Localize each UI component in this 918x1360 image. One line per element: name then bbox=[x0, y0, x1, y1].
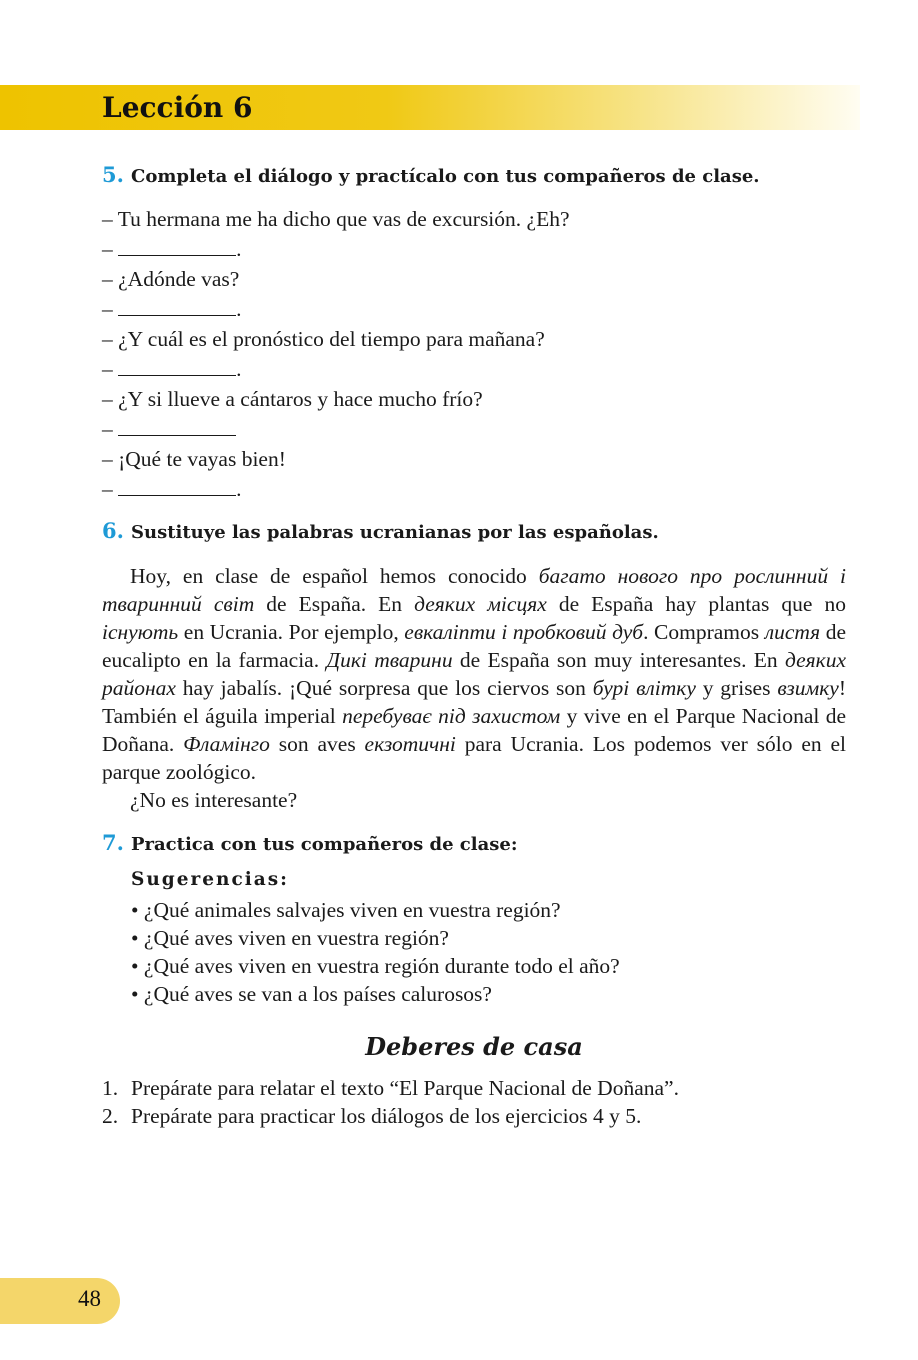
dialog-text: – bbox=[102, 477, 119, 501]
ukrainian-phrase: бурі влітку bbox=[592, 676, 696, 700]
dialog-text: – bbox=[102, 297, 119, 321]
dialog-line bbox=[102, 384, 846, 414]
exercise-7-header bbox=[102, 828, 846, 860]
item-text: Prepárate para practicar los diálogos de los ejercicios 4 y 5. bbox=[131, 1104, 642, 1128]
dialog-text: – bbox=[102, 417, 119, 441]
answer-blank bbox=[118, 477, 236, 496]
exercise-number: 7. bbox=[102, 830, 124, 855]
exercise-instruction: Completa el diálogo y practícalo con tus compañeros de clase. bbox=[131, 166, 760, 187]
spanish-text: son aves bbox=[269, 732, 365, 756]
homework-section bbox=[102, 1030, 846, 1130]
list-item: • ¿Qué animales salvajes viven en vuestra región? bbox=[131, 898, 561, 922]
dialog-text: – ¿Y cuál es el pronóstico del tiempo para mañana? bbox=[102, 327, 545, 351]
page-number-tab bbox=[0, 1278, 120, 1324]
ukrainian-phrase: взимку bbox=[777, 676, 839, 700]
answer-blank bbox=[118, 417, 236, 436]
spanish-text: ! También el águila imperial bbox=[102, 676, 846, 728]
dialog-line-end: . bbox=[236, 477, 242, 501]
dialog-text: – ¡Qué te vayas bien! bbox=[102, 447, 286, 471]
suggestions-list bbox=[131, 896, 846, 1008]
dialog-text: – bbox=[102, 357, 119, 381]
exercise-number: 5. bbox=[102, 162, 124, 187]
list-item: • ¿Qué aves viven en vuestra región? bbox=[131, 926, 449, 950]
ukrainian-phrase: листя bbox=[764, 620, 821, 644]
answer-blank bbox=[118, 357, 236, 376]
exercise-7 bbox=[102, 828, 846, 1008]
ukrainian-phrase: багато нового про рослинний і тваринний світ bbox=[102, 564, 846, 616]
spanish-text: de España hay plantas que no bbox=[546, 592, 846, 616]
spanish-text: . Compramos bbox=[643, 620, 765, 644]
item-number: 1. bbox=[102, 1076, 119, 1100]
dialog-line bbox=[102, 234, 846, 264]
dialog-line bbox=[102, 264, 846, 294]
ukrainian-phrase: деяких районах bbox=[102, 648, 846, 700]
dialog-lines bbox=[102, 204, 846, 504]
page-content bbox=[102, 160, 846, 1130]
dialog-text: – ¿Adónde vas? bbox=[102, 267, 240, 291]
list-item: • ¿Qué aves viven en vuestra región durante todo el año? bbox=[131, 954, 620, 978]
suggestions-title: Sugerencias: bbox=[131, 869, 290, 890]
ukrainian-phrase: евкаліпти і пробковий дуб bbox=[404, 620, 644, 644]
item-number: 2. bbox=[102, 1104, 119, 1128]
ukrainian-phrase: екзотичні bbox=[364, 732, 456, 756]
homework-title: Deberes de casa bbox=[365, 1032, 583, 1061]
paragraph-closing: ¿No es interesante? bbox=[130, 788, 298, 812]
dialog-line bbox=[102, 414, 846, 444]
dialog-line bbox=[102, 354, 846, 384]
dialog-text: – Tu hermana me ha dicho que vas de excursión. ¿Eh? bbox=[102, 207, 570, 231]
dialog-line-end: . bbox=[236, 357, 242, 381]
spanish-text: en Ucrania. Por ejemplo, bbox=[178, 620, 405, 644]
lesson-title: Lección 6 bbox=[102, 91, 253, 124]
dialog-line bbox=[102, 474, 846, 504]
exercise-6-header bbox=[102, 516, 846, 548]
ukrainian-phrase: перебуває під захистом bbox=[342, 704, 561, 728]
spanish-text: Hoy, en clase de español hemos conocido bbox=[130, 564, 539, 588]
spanish-text: para Ucrania. Los podemos ver sólo en el parque zoológico. bbox=[102, 732, 846, 784]
dialog-line-end: . bbox=[236, 297, 242, 321]
dialog-text: – bbox=[102, 237, 119, 261]
spanish-text: y vive en el Parque Nacional de Doñana. bbox=[102, 704, 846, 756]
page-number: 48 bbox=[78, 1286, 101, 1311]
homework-list bbox=[102, 1074, 846, 1130]
exercise-number: 6. bbox=[102, 518, 124, 543]
dialog-line-end: . bbox=[236, 237, 242, 261]
exercise-paragraph bbox=[102, 562, 846, 786]
exercise-instruction: Practica con tus compañeros de clase: bbox=[131, 834, 518, 855]
dialog-text: – ¿Y si llueve a cántaros y hace mucho frío? bbox=[102, 387, 483, 411]
spanish-text: de España son muy interesantes. En bbox=[452, 648, 785, 672]
answer-blank bbox=[118, 237, 236, 256]
ukrainian-phrase: деяких місцях bbox=[414, 592, 547, 616]
dialog-line bbox=[102, 444, 846, 474]
exercise-5-header bbox=[102, 160, 846, 192]
spanish-text: de eucalipto en la farmacia. bbox=[102, 620, 847, 672]
dialog-line bbox=[102, 324, 846, 354]
spanish-text: y grises bbox=[695, 676, 778, 700]
item-text: Prepárate para relatar el texto “El Parque Nacional de Doñana”. bbox=[131, 1076, 679, 1100]
ukrainian-phrase: Дикі тварини bbox=[326, 648, 453, 672]
dialog-line bbox=[102, 204, 846, 234]
list-item bbox=[102, 1102, 846, 1130]
ukrainian-phrase: Фламінго bbox=[183, 732, 270, 756]
answer-blank bbox=[118, 297, 236, 316]
dialog-line bbox=[102, 294, 846, 324]
spanish-text: de España. En bbox=[254, 592, 415, 616]
list-item: • ¿Qué aves se van a los países calurosos? bbox=[131, 982, 492, 1006]
ukrainian-phrase: існують bbox=[102, 620, 179, 644]
list-item bbox=[102, 1074, 846, 1102]
spanish-text: hay jabalís. ¡Qué sorpresa que los ciervos son bbox=[175, 676, 593, 700]
exercise-6 bbox=[102, 516, 846, 814]
exercise-instruction: Sustituye las palabras ucranianas por las españolas. bbox=[131, 522, 659, 543]
exercise-5 bbox=[102, 160, 846, 504]
